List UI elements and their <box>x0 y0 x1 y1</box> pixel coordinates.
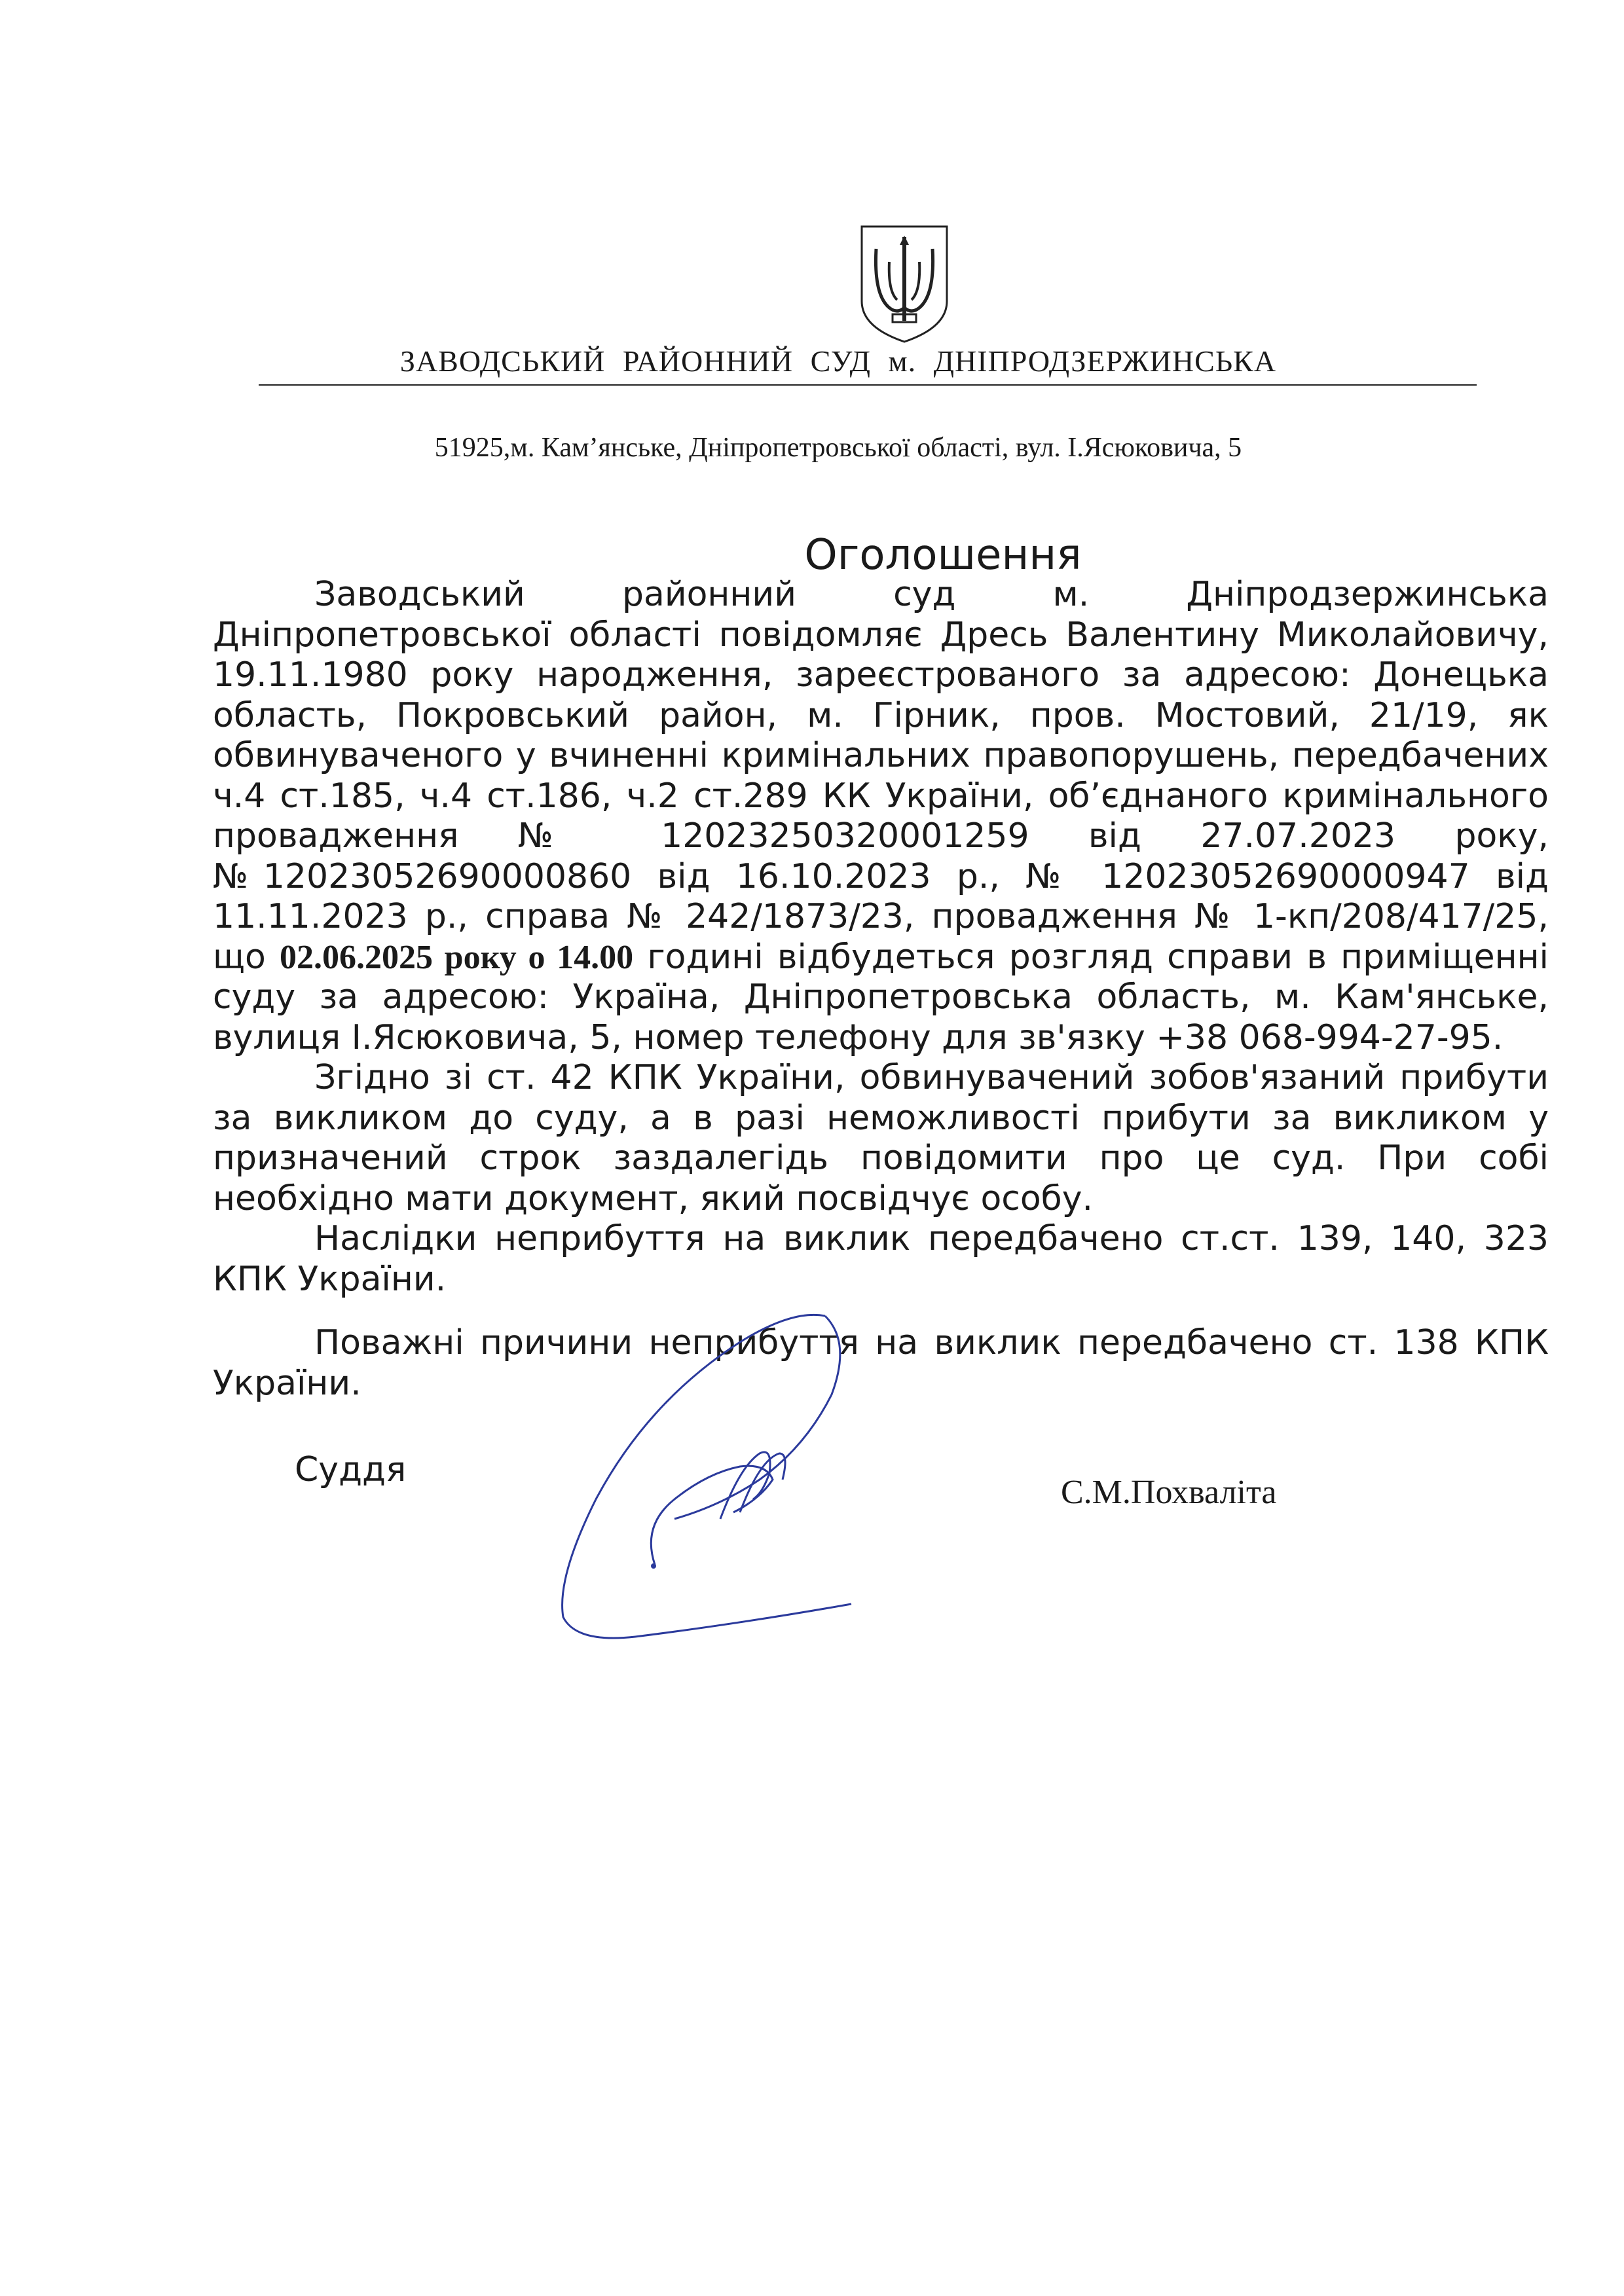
signatory-role: Суддя <box>295 1450 407 1489</box>
paragraph-valid-reasons: Поважні причини неприбуття на виклик передбачено ст. 138 КПК України. <box>213 1323 1549 1403</box>
paragraph-obligation: Згідно зі ст. 42 КПК України, обвинувачений зобов'язаний прибути за викликом до суду, а в разі неможливості прибути за викликом у призначений строк заздалегідь повідомити про це суд. При собі необхідно мати документ, який посвідчує особу. <box>213 1058 1549 1218</box>
paragraph-summons <box>213 575 1549 1058</box>
hearing-datetime: 02.06.2025 року о 14.00 <box>280 938 634 976</box>
signatory-name: С.М.Похваліта <box>1061 1474 1277 1511</box>
header-divider <box>259 384 1477 386</box>
announcement-body <box>213 575 1549 1404</box>
handwritten-signature <box>544 1303 884 1656</box>
court-name: ЗАВОДСЬКИЙ РАЙОННИЙ СУД м. ДНІПРОДЗЕРЖИНСЬКА <box>399 344 1277 378</box>
coat-of-arms-icon <box>857 223 952 346</box>
document-title: Оголошення <box>804 530 1082 579</box>
paragraph-consequences: Наслідки неприбуття на виклик передбачено ст.ст. 139, 140, 323 КПК України. <box>213 1219 1549 1299</box>
summons-text-continued: годині відбудеться розгляд справи в приміщенні суду за адресою: Україна, Дніпропетровська область, м. Кам'янське, вулиця І.Ясюковича, 5, номер телефону для зв'язку +38 068-994-27-95. <box>213 937 1549 1057</box>
summons-text: Заводський районний суд м. Дніпродзержинська Дніпропетровської області повідомляє Дресь Валентину Миколайовичу, 19.11.1980 року народження, зареєстрованого за адресою: Донецька область, Покровський район, м. Гірник, пров. Мостовий, 21/19, як обвинуваченого у вчиненні кримінальних правопорушень, передбачених ч.4 ст.185, ч.4 ст.186, ч.2 ст.289 КК України, об’єднаного кримінального провадження № 12023250320001259 від 27.07.2023 року, №12023052690000860 від 16.10.2023 р., № 12023052690000947 від 11.11.2023 р., справа № 242/1873/23, провадження № 1-кп/208/417/25, що <box>213 575 1549 977</box>
court-address: 51925,м. Кам’янське, Дніпропетровської області, вул. І.Ясюковича, 5 <box>434 433 1242 463</box>
